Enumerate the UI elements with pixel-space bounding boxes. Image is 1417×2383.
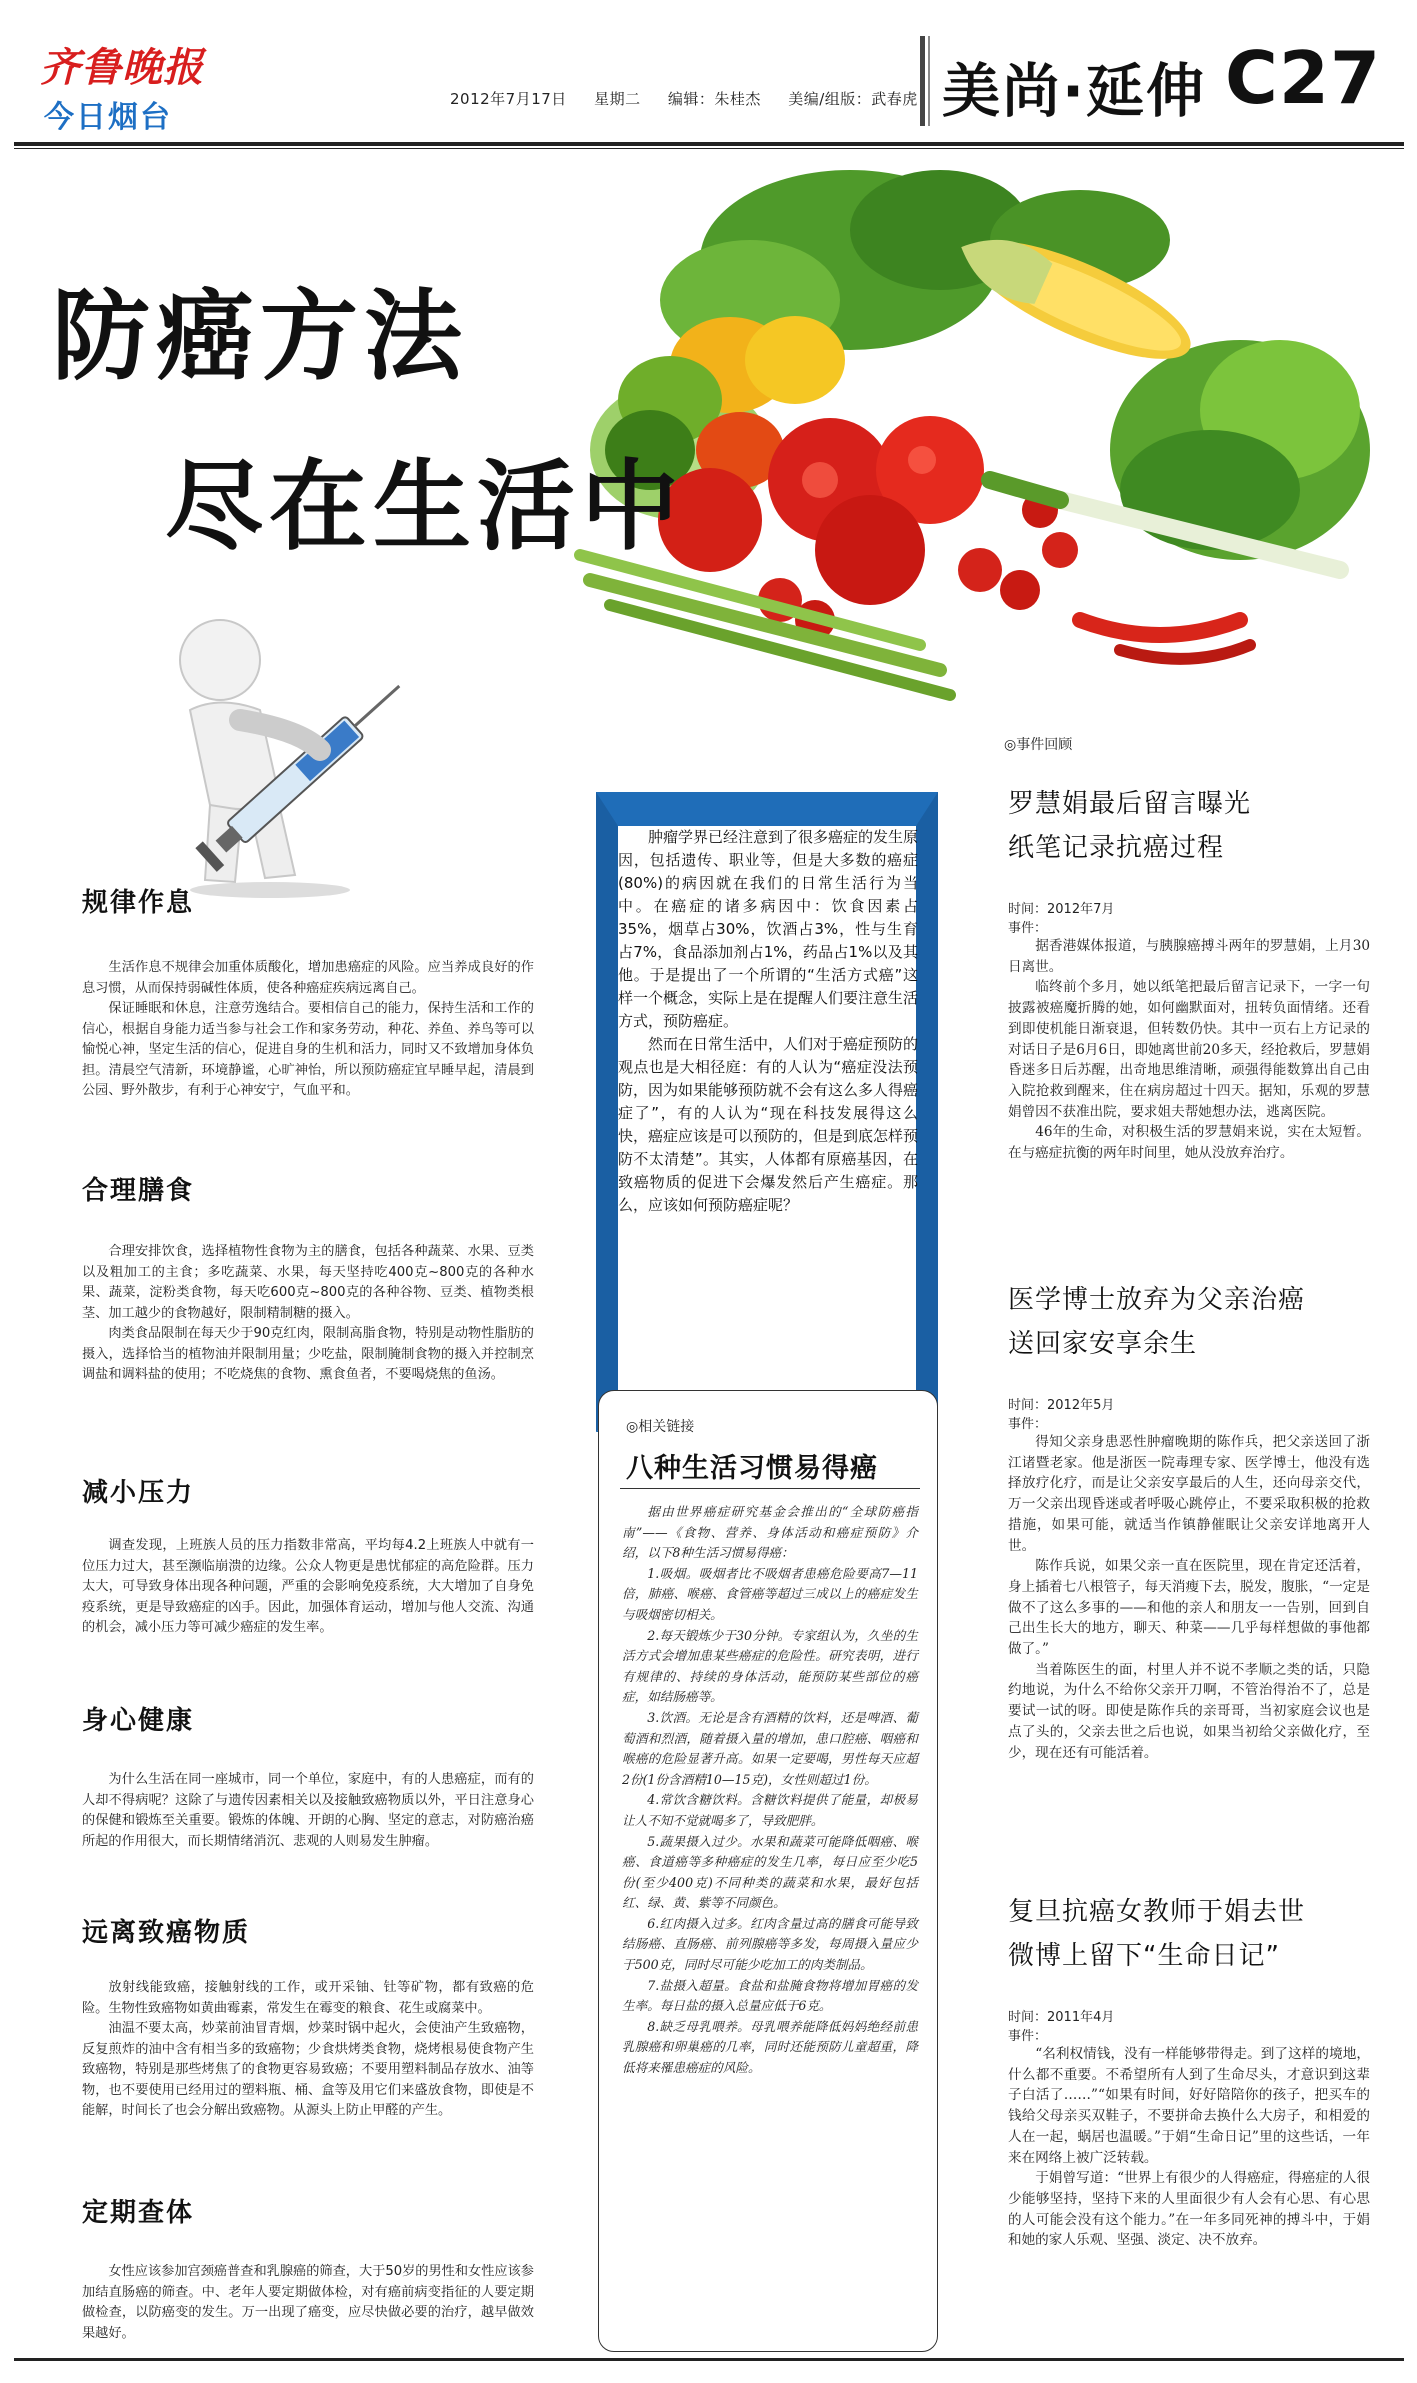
story-title bbox=[1008, 782, 1388, 870]
story-title bbox=[1008, 1890, 1388, 1978]
story-time: 时间：2012年7月 bbox=[1008, 902, 1115, 917]
paragraph: 8.缺乏母乳喂养。母乳喂养能降低妈妈绝经前患乳腺癌和卵巢癌的几率，同时还能预防儿童超重，降低将来罹患癌症的风险。 bbox=[622, 2018, 918, 2076]
paragraph: 陈作兵说，如果父亲一直在医院里，现在肯定还活着，身上插着七八根管子，每天消瘦下去，脱发，腹胀，“一定是做不了这么多事的——和他的亲人和朋友一一告别，回到自己出生长大的地方，聊天、种菜——几乎每样想做的事他都做了。” bbox=[1008, 1558, 1370, 1658]
paragraph: 临终前个多月，她以纸笔把最后留言记录下，一字一句披露被癌魔折腾的她，如何幽默面对，扭转负面情绪。还看到即使机能日渐衰退，但转数仍快。其中一页右上方记录的对话日子是6月6日，即她离世前20多天，经抢救后，罗慧娟昏迷多日后苏醒，出奇地思维清晰，顽强得能数算出自己由入院抢救到醒来，住在病房超过十四天。据知，乐观的罗慧娟曾因不获准出院，要求姐夫帮她想办法，逃离医院。 bbox=[1008, 979, 1370, 1120]
masthead-divider-thin bbox=[928, 36, 930, 126]
paragraph: 油温不要太高，炒菜前油冒青烟，炒菜时锅中起火，会使油产生致癌物，反复煎炸的油中含有相当多的致癌物；少食烘烤类食物，烧烤根易使食物产生致癌物，特别是那些烤焦了的食物更容易致癌；不要用塑料制品存放水、油等物，也不要使用已经用过的塑料瓶、桶、盒等及用它们来盛放食物，即使是不能解，时间长了也会分解出致癌物。从源头上防止甲醛的产生。 bbox=[82, 2021, 534, 2118]
section-heading-sleep: 规律作息 bbox=[82, 888, 195, 918]
bottom-rule bbox=[14, 2358, 1404, 2361]
chili bbox=[1080, 620, 1250, 659]
edition-name: 今日烟台 bbox=[44, 100, 172, 135]
paragraph: 肿瘤学界已经注意到了很多癌症的发生原因，包括遗传、职业等，但是大多数的癌症(80%)的病因就在我们的日常生活行为当中。在癌症的诸多病因中：饮食因素占35%，烟草占30%，饮酒占3%，性与生育占7%，食品添加剂占1%，药品占1%以及其他。于是提出了一个所谓的“生活方式癌”这样一个概念，实际上是在提醒人们要注意生活方式，预防癌症。 bbox=[618, 828, 919, 1030]
paragraph: 46年的生命，对积极生活的罗慧娟来说，实在太短暂。在与癌症抗衡的两年时间里，她从没放弃治疗。 bbox=[1008, 1124, 1370, 1162]
paragraph: 肉类食品限制在每天少于90克红肉，限制高脂食物，特别是动物性脂肪的摄入，选择恰当的植物油并限制用量；少吃盐，限制腌制食物的摄入并控制烹调盐和调料盐的使用；不吃烧焦的食物、熏食鱼者，不要喝烧焦的鱼汤。 bbox=[82, 1326, 534, 1382]
story-label: 事件： bbox=[1008, 1417, 1048, 1432]
masthead-divider bbox=[920, 36, 925, 126]
story-title-line: 纸笔记录抗癌过程 bbox=[1008, 833, 1225, 863]
issue-weekday: 星期二 bbox=[594, 90, 641, 108]
paragraph: 放射线能致癌，接触射线的工作，或开采铀、钍等矿物，都有致癌的危险。生物性致癌物如黄曲霉素，常发生在霉变的粮食、花生或腐菜中。 bbox=[82, 1980, 534, 2016]
paragraph: 女性应该参加宫颈癌普查和乳腺癌的筛查，大于50岁的男性和女性应该参加结直肠癌的筛查。中、老年人要定期做体检，对有癌前病变指征的人要定期做检查，以防癌变的发生。万一出现了癌变，应尽快做必要的治疗，越早做效果越好。 bbox=[82, 2264, 534, 2341]
section-heading-diet: 合理膳食 bbox=[82, 1176, 195, 1206]
story-title-line: 罗慧娟最后留言曝光 bbox=[1008, 789, 1252, 819]
story-body bbox=[1008, 936, 1370, 1164]
issue-date: 2012年7月17日 bbox=[450, 90, 567, 108]
paragraph: 5.蔬果摄入过少。水果和蔬菜可能降低咽癌、喉癌、食道癌等多种癌症的发生几率，每日应至少吃5份(至少400克)不同种类的蔬菜和水果，最好包括红、绿、黄、紫等不同颜色。 bbox=[622, 1833, 918, 1911]
top-rule bbox=[14, 142, 1404, 146]
paragraph: 7.盐摄入超量。食盐和盐腌食物将增加胃癌的发生率。每日盐的摄入总量应低于6克。 bbox=[622, 1977, 918, 2014]
page-number: C27 bbox=[1225, 36, 1382, 120]
section-heading-stress: 减小压力 bbox=[82, 1478, 195, 1508]
paragraph: 1.吸烟。吸烟者比不吸烟者患癌危险要高7—11倍，肺癌、喉癌、食管癌等超过三成以上的癌症发生与吸烟密切相关。 bbox=[622, 1565, 918, 1622]
story-label: 事件： bbox=[1008, 921, 1048, 936]
section-body-diet bbox=[82, 1242, 534, 1386]
section-body-carcinogens bbox=[82, 1978, 534, 2122]
section-body-sleep bbox=[82, 958, 534, 1102]
issue-art-editor: 美编/组版：武春虎 bbox=[788, 90, 918, 108]
story-title-line: 送回家安享余生 bbox=[1008, 1329, 1198, 1359]
related-rule bbox=[620, 1488, 920, 1489]
story-meta bbox=[1008, 900, 1114, 938]
story-body bbox=[1008, 1432, 1370, 1763]
section-heading-health: 身心健康 bbox=[82, 1706, 195, 1736]
section-name: 美尚·延伸 bbox=[942, 57, 1207, 125]
paragraph: 4.常饮含糖饮料。含糖饮料提供了能量，却极易让人不知不觉就喝多了，导致肥胖。 bbox=[622, 1792, 918, 1828]
headline-line-2: 尽在生活中 bbox=[165, 450, 686, 564]
related-tag: ◎相关链接 bbox=[626, 1419, 695, 1435]
story-meta bbox=[1008, 1396, 1114, 1434]
paragraph: 得知父亲身患恶性肿瘤晚期的陈作兵，把父亲送回了浙江诸暨老家。他是浙医一院毒理专家、医学博士，他没有选择放疗化疗，而是让父亲安享最后的人生，还向母亲交代，万一父亲出现昏迷或者呼吸心跳停止，不要采取积极的抢救措施，如果可能，就适当作镇静催眠让父亲安详地离开人世。 bbox=[1008, 1434, 1370, 1554]
section-body-health bbox=[82, 1770, 534, 1852]
paragraph: 2.每天锻炼少于30分钟。专家组认为，久坐的生活方式会增加患某些癌症的危险性。研究表明，进行有规律的、持续的身体活动，能预防某些部位的癌症，如结肠癌等。 bbox=[622, 1627, 918, 1705]
story-label: 事件： bbox=[1008, 2029, 1048, 2044]
related-text bbox=[622, 1502, 918, 2079]
paragraph: 然而在日常生活中，人们对于癌症预防的观点也是大相径庭：有的人认为“癌症没法预防，因为如果能够预防就不会有这么多人得癌症了”，有的人认为“现在科技发展得这么快，癌症应该是可以预防的，但是到底怎样预防不太清楚”。其实，人体都有原癌基因，在致癌物质的促进下会爆发然后产生癌症。那么，应该如何预防癌症呢？ bbox=[618, 1035, 919, 1214]
section-heading-checkup: 定期查体 bbox=[82, 2198, 195, 2228]
section-body-stress bbox=[82, 1536, 534, 1639]
story-meta bbox=[1008, 2008, 1114, 2046]
story-title-line: 复旦抗癌女教师于娟去世 bbox=[1008, 1897, 1306, 1927]
story-title bbox=[1008, 1278, 1388, 1366]
related-title: 八种生活习惯易得癌 bbox=[626, 1453, 878, 1484]
paragraph: 据由世界癌症研究基金会推出的“全球防癌指南”——《食物、营养、身体活动和癌症预防》介绍，以下8种生活习惯易得癌： bbox=[622, 1504, 918, 1561]
issue-meta bbox=[450, 88, 940, 109]
story-title-line: 医学博士放弃为父亲治癌 bbox=[1008, 1285, 1306, 1315]
top-rule-thin bbox=[14, 148, 1404, 149]
section-heading-carcinogens: 远离致癌物质 bbox=[82, 1918, 251, 1948]
paragraph: “名利权情钱，没有一样能够带得走。到了这样的境地，什么都不重要。不希望所有人到了生命尽头，才意识到这辈子白活了……”“如果有时间，好好陪陪你的孩子，把买车的钱给父母亲买双鞋子，不要拼命去换什么大房子，和相爱的人在一起，蜗居也温暖。”于娟“生命日记”里的这些话，一年来在网络上被广泛转载。 bbox=[1008, 2046, 1370, 2166]
section-body-checkup bbox=[82, 2262, 534, 2344]
paragraph: 生活作息不规律会加重体质酸化，增加患癌症的风险。应当养成良好的作息习惯，从而保持弱碱性体质，使各种癌症疾病远离自己。 bbox=[82, 960, 534, 996]
story-time: 时间：2011年4月 bbox=[1008, 2010, 1115, 2025]
paragraph: 为什么生活在同一座城市，同一个单位，家庭中，有的人患癌症，而有的人却不得病呢？这除了与遗传因素相关以及接触致癌物质以外，平日注意身心的保健和锻炼至关重要。锻炼的体魄、开朗的心胸、坚定的意志，对防癌治癌所起的作用很大，而长期情绪消沉、悲观的人则易发生肿瘤。 bbox=[82, 1772, 534, 1849]
paragraph: 保证睡眠和休息，注意劳逸结合。要相信自己的能力，保持生活和工作的信心，根据自身能力适当参与社会工作和家务劳动，种花、养鱼、养鸟等可以愉悦心神，坚定生活的信心，促进自身的生机和活力，同时又不致增加身体负担。清晨空气清新，环境静谧，心旷神怡，所以预防癌症宜早睡早起，清晨到公园、野外散步，有利于心神安宁，气血平和。 bbox=[82, 1001, 534, 1098]
paragraph: 据香港媒体报道，与胰腺癌搏斗两年的罗慧娟，上月30日离世。 bbox=[1008, 938, 1370, 975]
paragraph: 合理安排饮食，选择植物性食物为主的膳食，包括各种蔬菜、水果、豆类以及粗加工的主食；多吃蔬菜、水果，每天坚持吃400克~800克的各种水果、蔬菜，淀粉类食物，每天吃600克~800克的各种谷物、豆类、植物类根茎、加工越少的食物越好，限制精制糖的摄入。 bbox=[82, 1244, 534, 1321]
headline-line-1: 防癌方法 bbox=[52, 280, 469, 394]
intro-text bbox=[618, 826, 918, 1217]
syringe-mascot-illustration bbox=[150, 600, 440, 900]
paragraph: 当着陈医生的面，村里人并不说不孝顺之类的话，只隐约地说，为什么不给你父亲开刀啊，不管治得治不了，总是要试一试的呀。即使是陈作兵的亲哥哥，当初家庭会议也是点了头的，父亲去世之后也说，如果当初给父亲做化疗，至少，现在还有可能活着。 bbox=[1008, 1661, 1370, 1761]
story-body bbox=[1008, 2044, 1370, 2251]
paragraph: 调查发现，上班族人员的压力指数非常高，平均每4.2上班族人中就有一位压力过大，甚至濒临崩溃的边缘。公众人物更是患忧郁症的高危险群。压力太大，可导致身体出现各种问题，严重的会影响免疫系统，大大增加了自身免疫系统，更是导致癌症的凶手。因此，加强体育运动，增加与他人交流、沟通的机会，减小压力等可减少癌症的发生率。 bbox=[82, 1538, 534, 1635]
events-tag: ◎事件回顾 bbox=[1004, 737, 1073, 753]
issue-editor: 编辑：朱桂杰 bbox=[667, 90, 761, 108]
newspaper-logo: 齐鲁晚报 bbox=[40, 44, 204, 91]
story-title-line: 微博上留下“生命日记” bbox=[1008, 1941, 1280, 1971]
paragraph: 于娟曾写道：“世界上有很少的人得癌症，得癌症的人很少能够坚持，坚持下来的人里面很少有人会有心思、有心思的人可能会没有这个能力。”在一年多同死神的搏斗中，于娟和她的家人乐观、坚强、淡定、决不放弃。 bbox=[1008, 2170, 1370, 2249]
paragraph: 6.红肉摄入过多。红肉含量过高的膳食可能导致结肠癌、直肠癌、前列腺癌等多发，每周摄入量应少于500克，同时尽可能少吃加工的肉类制品。 bbox=[622, 1915, 918, 1973]
story-time: 时间：2012年5月 bbox=[1008, 1398, 1115, 1413]
paragraph: 3.饮酒。无论是含有酒精的饮料，还是啤酒、葡萄酒和烈酒，随着摄入量的增加，患口腔癌、咽癌和喉癌的危险显著升高。如果一定要喝，男性每天应超2份(1份含酒精10—15克)，女性则超过1份。 bbox=[622, 1709, 918, 1787]
